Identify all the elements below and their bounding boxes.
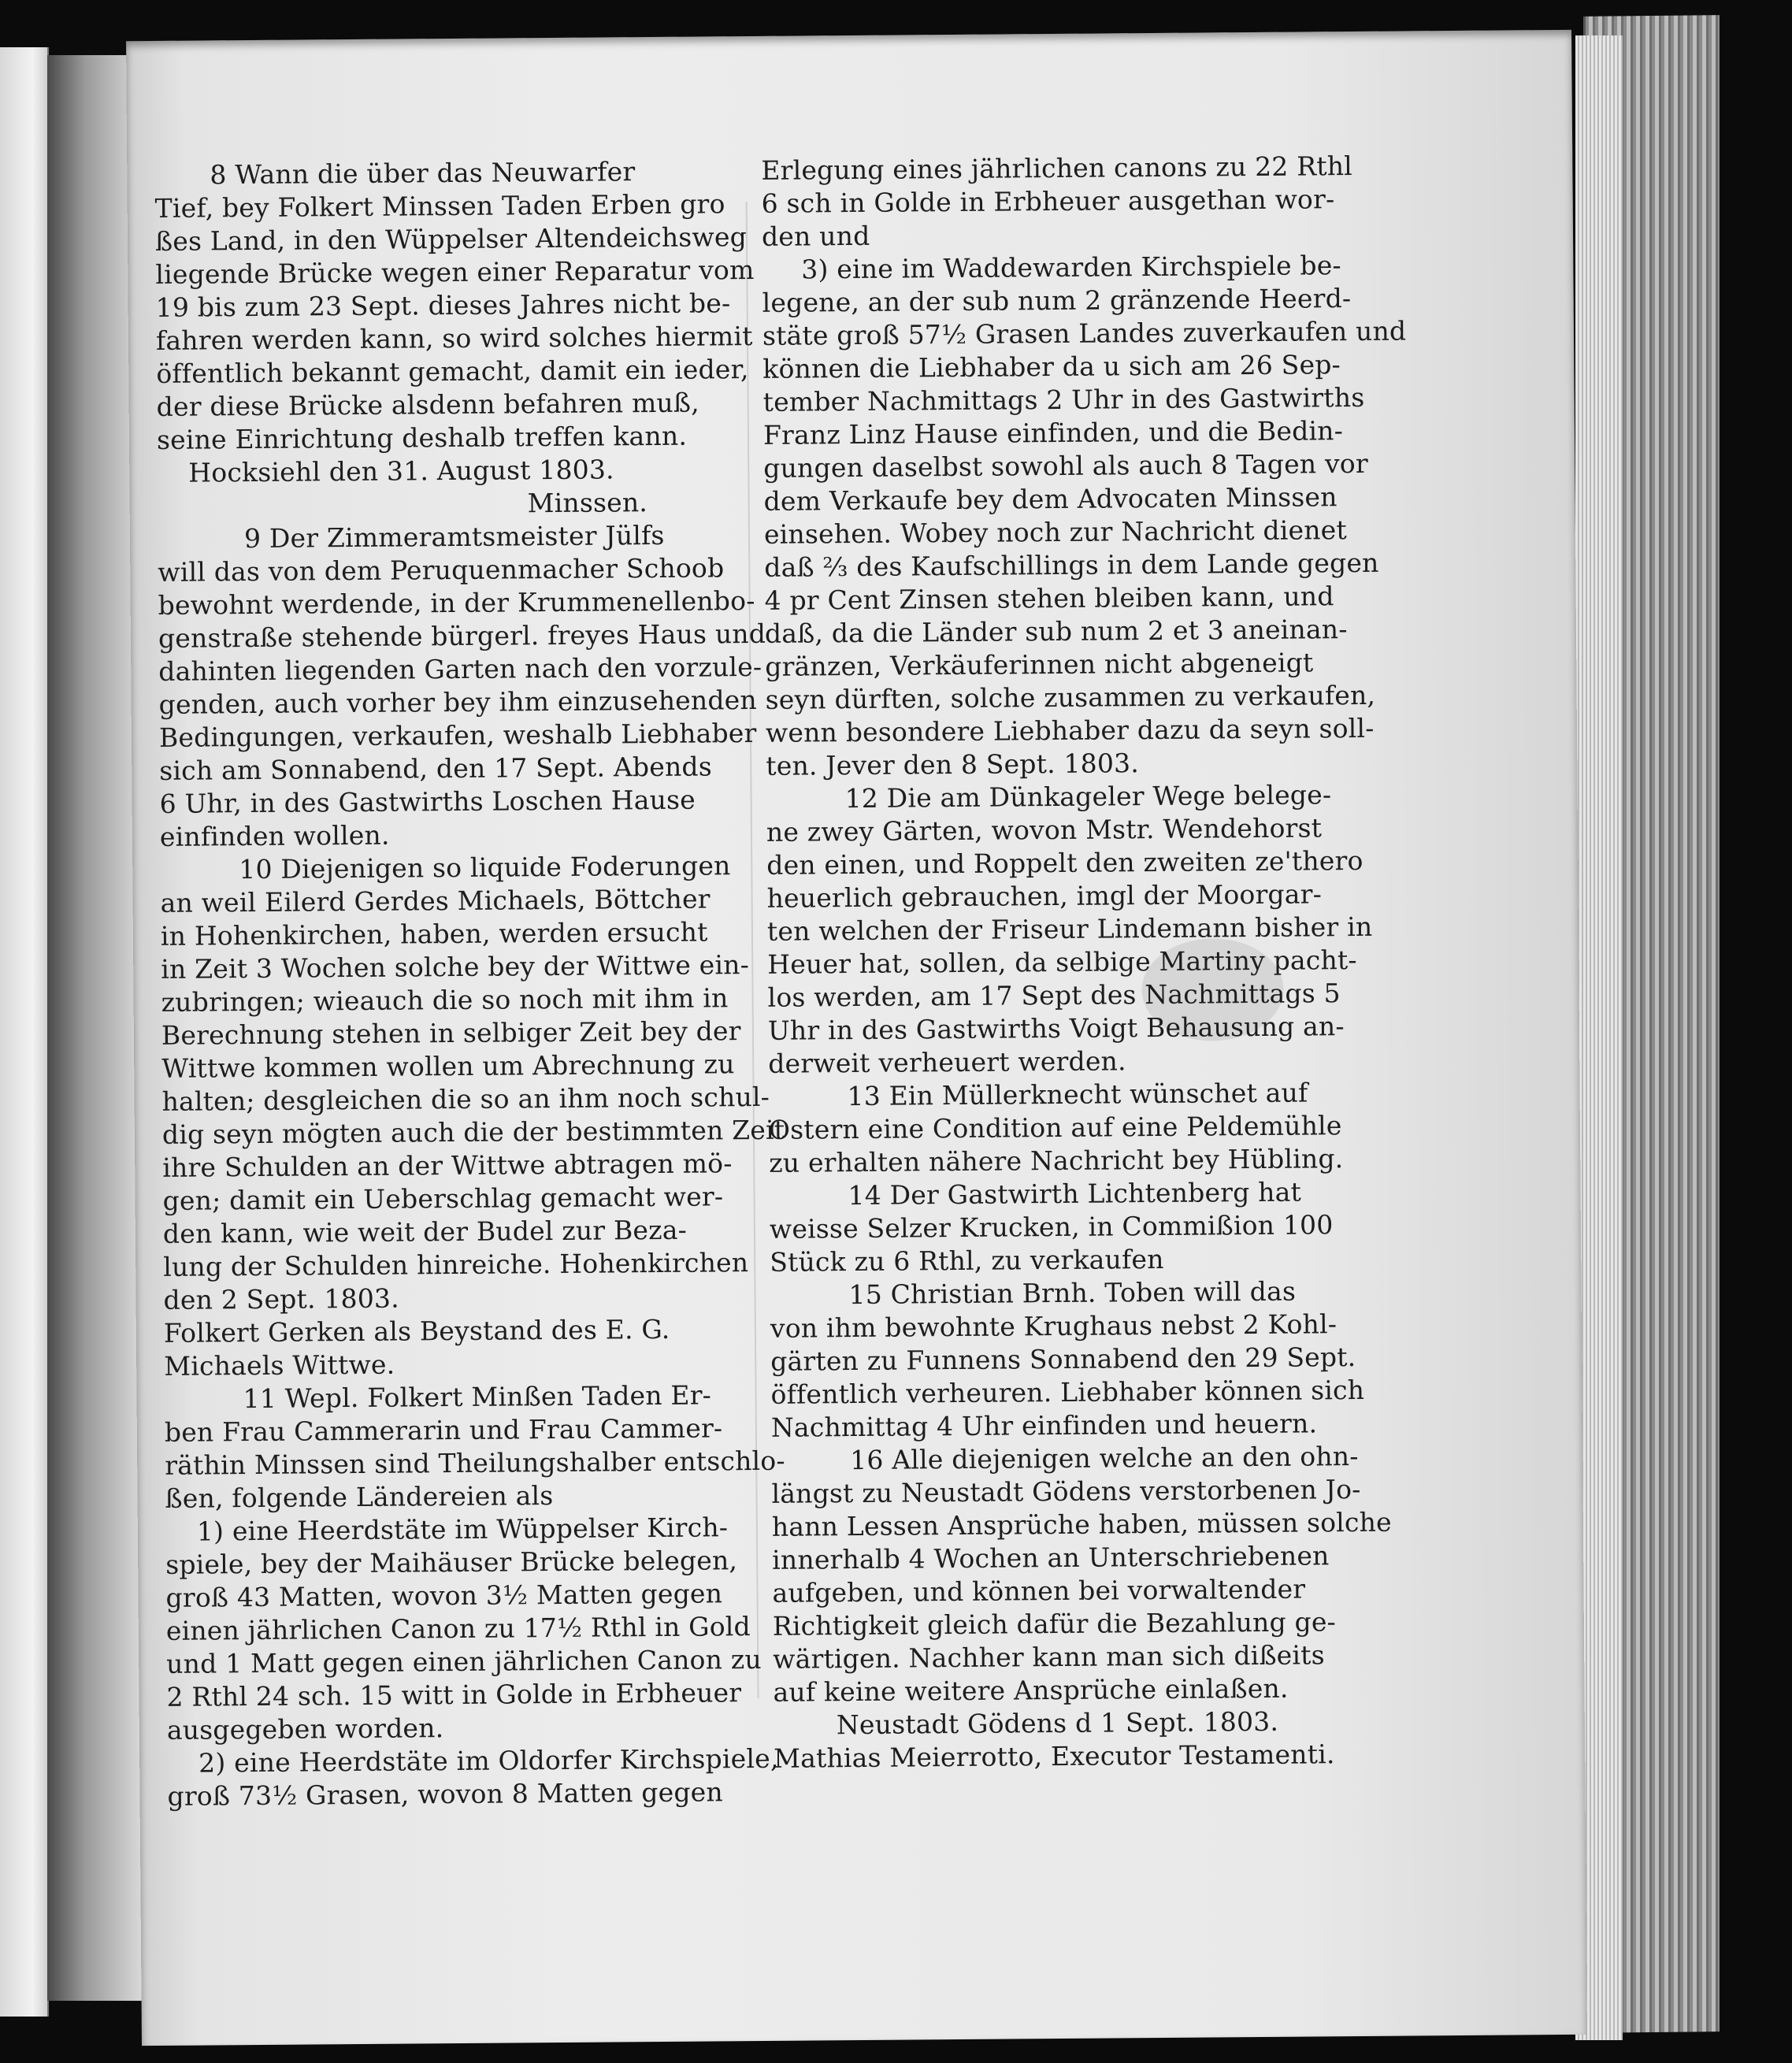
text-line: an weil Eilerd Gerdes Michaels, Böttcher <box>160 883 710 918</box>
text-line: 19 bis zum 23 Sept. dieses Jahres nicht be- <box>155 288 731 323</box>
signature-line: Minssen. <box>527 487 648 519</box>
text-line: einen jährlichen Canon zu 17½ Rthl in Gold <box>165 1611 751 1646</box>
text-line: dig seyn mögten auch die der bestimmten Zeit <box>161 1114 785 1150</box>
text-line: Hocksiehl den 31. August 1803. <box>188 454 614 488</box>
text-line: heuerlich gebrauchen, imgl der Moorgar- <box>766 878 1323 914</box>
text-line: auf keine weitere Ansprüche einlaßen. <box>773 1672 1289 1708</box>
text-line: ßes Land, in den Wüppelser Altendeichsweg <box>154 221 748 257</box>
text-line: 10 Diejenigen so liquide Foderungen <box>239 850 731 885</box>
text-line: gen; damit ein Ueberschlag gemacht wer- <box>162 1181 724 1216</box>
text-line: bewohnt werdende, in der Krummenellenbo- <box>158 584 755 621</box>
text-line: groß 73½ Grasen, wovon 8 Matten gegen <box>167 1776 724 1812</box>
text-line: will das von dem Peruquenmacher Schoob <box>158 552 725 588</box>
text-line: 2) eine Heerdstäte im Oldorfer Kirchspiele, <box>198 1742 779 1779</box>
text-line: fahren werden kann, so wird solches hiermit <box>155 321 753 356</box>
text-line: stäte groß 57½ Grasen Landes zuverkaufen und <box>762 315 1407 351</box>
text-line: können die Liebhaber da u sich am 26 Sep- <box>762 349 1341 384</box>
text-line: und 1 Matt gegen einen jährlichen Canon zu <box>166 1643 762 1679</box>
text-line: Stück zu 6 Rthl, zu verkaufen <box>770 1243 1164 1278</box>
text-line: ihre Schulden an der Wittwe abtragen mö- <box>162 1148 733 1183</box>
text-line: lung der Schulden hinreiche. Hohenkirchen <box>163 1247 749 1282</box>
text-line: 2 Rthl 24 sch. 15 witt in Golde in Erbheuer <box>166 1677 742 1712</box>
text-line: Bedingungen, verkaufen, weshalb Liebhaber <box>158 717 757 753</box>
left-text-column <box>154 154 785 1813</box>
text-line: ten. Jever den 8 Sept. 1803. <box>766 748 1140 781</box>
text-line: derweit verheuert werden. <box>768 1045 1126 1079</box>
text-line: ausgegeben worden. <box>166 1712 444 1746</box>
text-line: den 2 Sept. 1803. <box>163 1282 399 1315</box>
text-line: öffentlich verheuren. Liebhaber können sich <box>770 1374 1365 1410</box>
text-line: legene, an der sub num 2 gränzende Heerd- <box>762 283 1352 318</box>
text-line: seyn dürften, solche zusammen zu verkaufen, <box>765 679 1376 715</box>
text-line: genstraße stehende bürgerl. freyes Haus und <box>158 618 766 654</box>
text-line: der diese Brücke alsdenn befahren muß, <box>156 387 700 422</box>
text-line: ne zwey Gärten, wovon Mstr. Wendehorst <box>766 812 1323 848</box>
text-line: Richtigkeit gleich dafür die Bezahlung ge- <box>772 1606 1337 1642</box>
text-line: aufgeben, und können bei vorwaltender <box>772 1573 1306 1608</box>
text-line: gränzen, Verkäuferinnen nicht abgeneigt <box>765 647 1314 682</box>
text-line: zubringen; wieauch die so noch mit ihm in <box>161 982 729 1018</box>
text-line: 12 Die am Dünkageler Wege belege- <box>844 779 1332 814</box>
text-line: Berechnung stehen in selbiger Zeit bey der <box>161 1015 741 1051</box>
text-line: gärten zu Funnens Sonnabend den 29 Sept. <box>770 1341 1356 1377</box>
text-line: Ostern eine Condition auf eine Peldemühle <box>768 1110 1342 1145</box>
text-line: liegende Brücke wegen einer Reparatur vom <box>155 254 755 290</box>
text-line: 9 Der Zimmeramtsmeister Jülfs <box>243 519 665 555</box>
text-line: ten welchen der Friseur Lindemann bisher in <box>766 911 1373 947</box>
text-line: dahinten liegenden Garten nach den vorzule- <box>158 651 762 687</box>
text-line: Heuer hat, sollen, da selbige Martiny pacht- <box>767 944 1357 980</box>
text-line: Erlegung eines jährlichen canons zu 22 Rthl <box>761 150 1353 186</box>
text-line: einsehen. Wobey noch zur Nachricht dienet <box>763 514 1348 550</box>
text-line: Nachmittag 4 Uhr einfinden und heuern. <box>770 1408 1318 1443</box>
text-line: längst zu Neustadt Gödens verstorbenen Jo- <box>771 1473 1361 1509</box>
text-line: 6 sch in Golde in Erbheuer ausgethan wor- <box>761 184 1335 219</box>
signature-line: Neustadt Gödens d 1 Sept. 1803. <box>836 1705 1279 1741</box>
text-line: weisse Selzer Krucken, in Commißion 100 <box>769 1209 1334 1245</box>
text-line: gungen daselbst sowohl als auch 8 Tagen vor <box>763 447 1369 484</box>
text-line: innerhalb 4 Wochen an Unterschriebenen <box>772 1540 1330 1575</box>
text-line: 3) eine im Waddewarden Kirchspiele be- <box>801 250 1341 285</box>
text-line: halten; desgleichen die so an ihm noch schul- <box>161 1081 770 1117</box>
text-line: räthin Minssen sind Theilungshalber entschlo- <box>165 1445 785 1481</box>
text-line: 6 Uhr, in des Gastwirths Loschen Hause <box>159 784 696 819</box>
text-line: 16 Alle diejenigen welche an den ohn- <box>850 1441 1359 1476</box>
text-line: 1) eine Heerdstäte im Wüppelser Kirch- <box>196 1512 729 1547</box>
text-line: 4 pr Cent Zinsen stehen bleiben kann, und <box>764 581 1334 616</box>
text-line: Tief, bey Folkert Minssen Taden Erben gro <box>154 188 725 224</box>
text-line: dem Verkaufe bey dem Advocaten Minssen <box>763 481 1338 517</box>
text-line: genden, auch vorher bey ihm einzusehenden <box>158 684 758 720</box>
text-line: ben Frau Cammerarin und Frau Cammer- <box>164 1412 723 1448</box>
text-line: 15 Christian Brnh. Toben will das <box>848 1275 1297 1311</box>
text-line: öffentlich bekannt gemacht, damit ein ieder, <box>156 354 749 389</box>
text-line: zu erhalten nähere Nachricht bey Hübling. <box>769 1143 1344 1178</box>
text-line: hann Lessen Ansprüche haben, müssen solche <box>771 1506 1392 1542</box>
text-line: groß 43 Matten, wovon 3½ Matten gegen <box>165 1578 723 1613</box>
text-line: tember Nachmittags 2 Uhr in des Gastwirths <box>762 381 1365 417</box>
text-line: den kann, wie weit der Budel zur Beza- <box>162 1214 688 1249</box>
text-line: den und <box>761 220 870 252</box>
text-line: spiele, bey der Maihäuser Brücke belegen, <box>165 1545 738 1580</box>
signature-line: Michaels Wittwe. <box>164 1349 395 1382</box>
newspaper-page <box>126 30 1587 2046</box>
signature-line: Folkert Gerken als Beystand des E. G. <box>163 1313 670 1349</box>
text-line: Franz Linz Hause einfinden, und die Bedin- <box>762 415 1344 451</box>
left-page-edge <box>0 47 49 2017</box>
text-line: den einen, und Roppelt den zweiten ze'thero <box>766 844 1363 881</box>
right-text-column <box>761 150 1407 1775</box>
signature-line: Mathias Meierrotto, Executor Testamenti. <box>774 1738 1335 1774</box>
text-line: wenn besondere Liebhaber dazu da seyn soll- <box>765 712 1375 748</box>
text-line: sich am Sonnabend, den 17 Sept. Abends <box>159 751 713 786</box>
text-line: Wittwe kommen wollen um Abrechnung zu <box>161 1048 735 1084</box>
binding-gutter <box>47 55 142 2001</box>
text-line: 14 Der Gastwirth Lichtenberg hat <box>848 1176 1302 1211</box>
text-line: seine Einrichtung deshalb treffen kann. <box>156 420 688 455</box>
text-line: in Zeit 3 Wochen solche bey der Wittwe ein- <box>161 949 750 985</box>
text-line: von ihm bewohnte Krughaus nebst 2 Kohl- <box>770 1308 1338 1344</box>
text-line: einfinden wollen. <box>159 819 390 852</box>
text-line: 13 Ein Müllerknecht wünschet auf <box>847 1077 1308 1112</box>
text-line: Uhr in des Gastwirths Voigt Behausung an- <box>767 1011 1345 1046</box>
text-line: wärtigen. Nachher kann man sich dißeits <box>773 1639 1325 1675</box>
text-line: ßen, folgende Ländereien als <box>165 1480 554 1514</box>
text-line: 8 Wann die über das Neuwarfer <box>210 156 636 191</box>
text-line: los werden, am 17 Sept des Nachmittags 5 <box>767 978 1341 1013</box>
text-line: 11 Wepl. Folkert Minßen Taden Er- <box>243 1379 712 1415</box>
text-line: daß ⅔ des Kaufschillings in dem Lande gegen <box>764 547 1379 583</box>
text-line: daß, da die Länder sub num 2 et 3 aneinan- <box>764 614 1348 649</box>
text-line: in Hohenkirchen, haben, werden ersucht <box>160 916 708 952</box>
